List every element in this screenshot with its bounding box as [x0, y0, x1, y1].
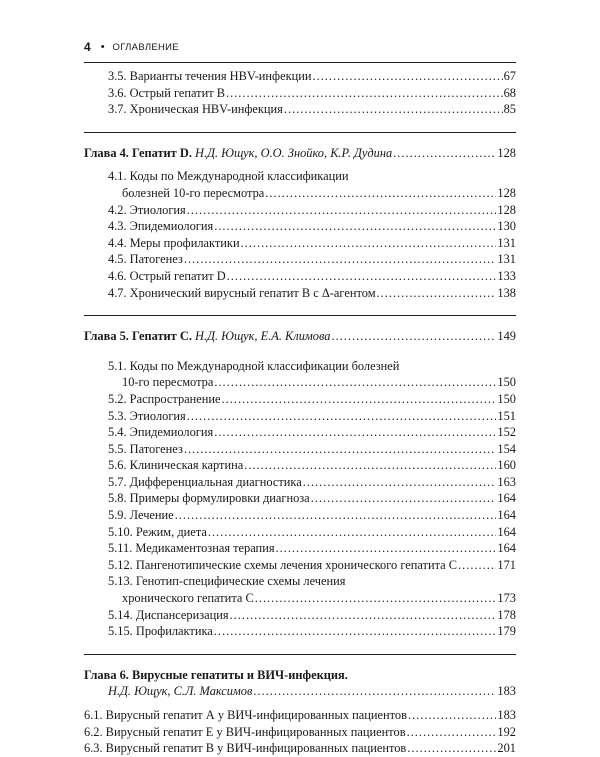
toc-entry-5-9: 5.9. Лечение ..... 164 [84, 507, 516, 524]
toc-entry-5-2: 5.2. Распространение ..... 150 [84, 391, 516, 408]
toc-entry-4-1-line2: болезней 10-го пересмотра ..... 128 [84, 185, 516, 202]
header-title: ОГЛАВЛЕНИЕ [112, 41, 179, 53]
chapter-divider [84, 654, 516, 655]
toc-entry-5-11: 5.11. Медикаментозная терапия ..... 164 [84, 540, 516, 557]
toc-entry-5-5: 5.5. Патогенез ..... 154 [84, 441, 516, 458]
toc-chapter-4: Глава 4. Гепатит D. Н.Д. Ющук, О.О. Знойко, К.Р. Дудина ..... 128 [84, 145, 516, 162]
toc-entry-5-15: 5.15. Профилактика ..... 179 [84, 623, 516, 640]
toc-entry-5-10: 5.10. Режим, диета ..... 164 [84, 524, 516, 541]
header-bullet: • [100, 41, 105, 53]
chapter-divider [84, 132, 516, 133]
toc-entry-5-13-line2: хронического гепатита С ..... 173 [84, 590, 516, 607]
toc-entry-5-6: 5.6. Клиническая картина ..... 160 [84, 457, 516, 474]
page-number: 4 [84, 40, 91, 54]
toc-entry-6-1: 6.1. Вирусный гепатит А у ВИЧ-инфицированных пациентов ..... 183 [84, 707, 516, 724]
toc-entry-5-4: 5.4. Эпидемиология ..... 152 [84, 424, 516, 441]
running-header [84, 37, 179, 57]
toc-entry-3-6: 3.6. Острый гепатит B ..... 68 [84, 85, 516, 102]
toc-chapter-5: Глава 5. Гепатит С. Н.Д. Ющук, Е.А. Климова ..... 149 [84, 328, 516, 345]
toc-entry-4-4: 4.4. Меры профилактики ..... 131 [84, 235, 516, 252]
header-rule [84, 62, 516, 63]
toc-entry-5-12: 5.12. Пангенотипические схемы лечения хронического гепатита С ..... 171 [84, 557, 516, 574]
toc-entry-4-5: 4.5. Патогенез ..... 131 [84, 251, 516, 268]
toc-entry-4-6: 4.6. Острый гепатит D ..... 133 [84, 268, 516, 285]
toc-chapter-6-authors: Н.Д. Ющук, С.Л. Максимов ..... 183 [84, 683, 516, 700]
toc-entry-4-3: 4.3. Эпидемиология ..... 130 [84, 218, 516, 235]
toc-entry-5-1-line1: 5.1. Коды по Международной классификации болезней [108, 358, 400, 373]
toc-entry-4-1-line1: 4.1. Коды по Международной классификации [108, 169, 349, 184]
toc-entry-5-8: 5.8. Примеры формулировки диагноза ..... 164 [84, 490, 516, 507]
toc-entry-6-2: 6.2. Вирусный гепатит Е у ВИЧ-инфицированных пациентов ..... 192 [84, 724, 516, 741]
table-of-contents [84, 68, 516, 757]
chapter-divider [84, 315, 516, 316]
toc-entry-6-3: 6.3. Вирусный гепатит В у ВИЧ-инфицированных пациентов ..... 201 [84, 740, 516, 757]
toc-entry-4-2: 4.2. Этиология ..... 128 [84, 202, 516, 219]
toc-entry-5-7: 5.7. Дифференциальная диагностика ..... 163 [84, 474, 516, 491]
toc-entry-3-7: 3.7. Хроническая HBV-инфекция ..... 85 [84, 101, 516, 118]
toc-entry-3-5: 3.5. Варианты течения HBV-инфекции ..... 67 [84, 68, 516, 85]
toc-entry-5-13-line1: 5.13. Генотип-специфические схемы лечения [108, 574, 346, 589]
toc-entry-5-3: 5.3. Этиология ..... 151 [84, 408, 516, 425]
toc-entry-4-7: 4.7. Хронический вирусный гепатит В с Δ-агентом ..... 138 [84, 285, 516, 302]
toc-entry-5-1-line2: 10-го пересмотра ..... 150 [84, 374, 516, 391]
toc-chapter-6-title: Глава 6. Вирусные гепатиты и ВИЧ-инфекция. [84, 667, 348, 682]
toc-entry-5-14: 5.14. Диспансеризация ..... 178 [84, 607, 516, 624]
